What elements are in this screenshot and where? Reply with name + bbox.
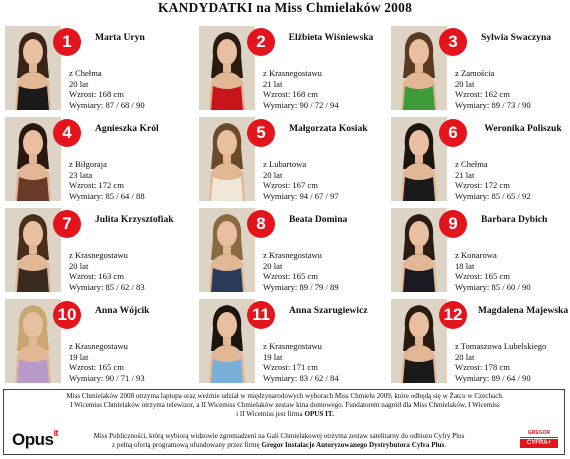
- opus-logo-text: Opus: [12, 430, 54, 449]
- candidate-from: z Biłgoraja: [69, 159, 107, 169]
- candidate-from: z Krasnegostawu: [263, 250, 322, 260]
- candidate-age: 20 lat: [455, 78, 475, 89]
- sponsor-name: OPUS IT.: [304, 410, 334, 418]
- candidate-info: [69, 250, 189, 292]
- prizes-line: Miss Chmielaków 2008 otrzyma laptopa oraz weźmie udział w międzynarodowych wyborach Miss Chmielu 2009, które odbędą się w Żatcu w Czechach.: [66, 392, 504, 400]
- candidate-card: [3, 206, 191, 297]
- candidate-age: 20 lat: [263, 260, 283, 271]
- candidate-name: Magdalena Majewska: [477, 305, 569, 316]
- candidate-name: Agnieszka Król: [95, 123, 159, 134]
- candidate-info: [455, 159, 570, 201]
- candidate-height: Wzrost: 168 cm: [263, 89, 318, 100]
- candidate-number-badge: 4: [53, 119, 81, 147]
- candidate-name: Barbara Dybich: [481, 214, 548, 225]
- candidate-name: Marta Uryn: [95, 32, 145, 43]
- candidate-card: [389, 24, 570, 115]
- candidate-card: [197, 24, 385, 115]
- candidate-height: Wzrost: 172 cm: [69, 180, 124, 191]
- candidate-from: z Zamościa: [455, 68, 495, 78]
- candidate-measures: Wymiary: 83 / 62 / 84: [263, 372, 339, 383]
- candidate-measures: Wymiary: 85 / 64 / 88: [69, 190, 145, 201]
- candidate-info: [69, 68, 189, 110]
- prizes-footer: [3, 389, 565, 455]
- candidate-from: z Tomaszowa Lubelskiego: [455, 341, 547, 351]
- candidate-measures: Wymiary: 94 / 67 / 97: [263, 190, 339, 201]
- candidate-info: [455, 68, 570, 110]
- candidate-height: Wzrost: 162 cm: [455, 89, 510, 100]
- candidate-height: Wzrost: 168 cm: [69, 89, 124, 100]
- candidate-card: [197, 297, 385, 388]
- opus-it-logo: [12, 430, 58, 450]
- candidate-card: [389, 115, 570, 206]
- candidate-height: Wzrost: 165 cm: [263, 271, 318, 282]
- candidate-age: 19 lat: [263, 351, 283, 362]
- candidate-card: [197, 115, 385, 206]
- opus-logo-it: it: [53, 428, 58, 438]
- candidate-number-badge: 11: [247, 301, 275, 329]
- candidate-age: 19 lat: [69, 351, 89, 362]
- candidate-measures: Wymiary: 89 / 79 / 89: [263, 281, 339, 292]
- candidate-age: 23 lata: [69, 169, 93, 180]
- candidate-number-badge: 6: [439, 119, 467, 147]
- candidate-info: [263, 250, 383, 292]
- candidate-number-badge: 12: [439, 301, 467, 329]
- candidate-number-badge: 9: [439, 210, 467, 238]
- candidate-height: Wzrost: 165 cm: [455, 271, 510, 282]
- candidate-info: [263, 341, 383, 383]
- gregor-logo-text: GREGOR: [520, 430, 558, 438]
- candidate-info: [263, 159, 383, 201]
- candidate-from: z Krasnegostawu: [69, 250, 128, 260]
- candidate-height: Wzrost: 163 cm: [69, 271, 124, 282]
- candidate-info: [69, 159, 189, 201]
- candidate-number-badge: 2: [247, 28, 275, 56]
- candidate-number-badge: 7: [53, 210, 81, 238]
- candidate-card: [3, 297, 191, 388]
- gregor-cyfra-logo: [520, 430, 558, 450]
- sponsor-name-gregor: Gregor Instalacje Autoryzowanego Dystrybutora Cyfra Plus: [261, 441, 445, 449]
- candidate-age: 21 lat: [263, 78, 283, 89]
- candidate-from: z Krasnegostawu: [69, 341, 128, 351]
- candidate-measures: Wymiary: 89 / 64 / 90: [455, 372, 531, 383]
- candidate-info: [455, 250, 570, 292]
- candidate-card: [3, 115, 191, 206]
- candidate-measures: Wymiary: 87 / 68 / 90: [69, 99, 145, 110]
- candidate-measures: Wymiary: 90 / 72 / 94: [263, 99, 339, 110]
- candidate-info: [455, 341, 570, 383]
- candidate-height: Wzrost: 165 cm: [69, 362, 124, 373]
- candidate-age: 20 lat: [263, 169, 283, 180]
- candidate-height: Wzrost: 167 cm: [263, 180, 318, 191]
- audience-line: [64, 441, 494, 450]
- candidate-from: z Chełma: [69, 68, 102, 78]
- candidate-name: Elżbieta Wiśniewska: [288, 32, 374, 43]
- candidate-height: Wzrost: 172 cm: [455, 180, 510, 191]
- page-title: KANDYDATKI na Miss Chmielaków 2008: [157, 0, 413, 15]
- candidate-name: Anna Szarugiewicz: [289, 305, 368, 316]
- candidate-name: Julita Krzysztofiak: [95, 214, 174, 225]
- audience-prize-text: [64, 432, 494, 450]
- candidate-from: z Chełma: [455, 159, 488, 169]
- candidate-from: z Krasnegostawu: [263, 341, 322, 351]
- candidate-measures: Wymiary: 85 / 62 / 83: [69, 281, 145, 292]
- prizes-line: I Wicemiss Chmielaków otrzyma telewizor, a II Wicemiss Chmielaków zestaw kina domowego. Fundatorem nagród dla Miss Chmielaków, I Wicemiss: [70, 401, 500, 409]
- candidate-number-badge: 1: [53, 28, 81, 56]
- candidate-number-badge: 8: [247, 210, 275, 238]
- candidate-card: [389, 206, 570, 297]
- prizes-line: [4, 410, 566, 419]
- candidate-from: z Krasnegostawu: [263, 68, 322, 78]
- candidate-measures: Wymiary: 90 / 71 / 93: [69, 372, 145, 383]
- candidate-age: 18 lat: [455, 260, 475, 271]
- candidate-age: 21 lat: [455, 169, 475, 180]
- candidate-name: Anna Wójcik: [95, 305, 150, 316]
- audience-line-part: z pełną ofertą programową ufundowany przez firmę: [111, 441, 262, 449]
- prizes-line-part: i II Wicemiss jest firma: [236, 410, 305, 418]
- candidate-card: [197, 206, 385, 297]
- candidate-number-badge: 3: [439, 28, 467, 56]
- cyfra-logo-text: CYFRA+: [520, 439, 558, 448]
- candidate-measures: Wymiary: 85 / 65 / 92: [455, 190, 531, 201]
- candidate-from: z Konarowa: [455, 250, 497, 260]
- candidate-name: Sylwia Swaczyna: [481, 32, 552, 43]
- candidate-height: Wzrost: 178 cm: [455, 362, 510, 373]
- candidate-name: Małgorzata Kosiak: [289, 123, 368, 134]
- candidate-name: Beata Domina: [289, 214, 348, 225]
- candidate-info: [263, 68, 383, 110]
- candidate-card: [389, 297, 570, 388]
- candidate-height: Wzrost: 171 cm: [263, 362, 318, 373]
- candidate-measures: Wymiary: 89 / 73 / 90: [455, 99, 531, 110]
- candidate-age: 20 lat: [455, 351, 475, 362]
- candidates-grid: [3, 24, 567, 388]
- candidate-card: [3, 24, 191, 115]
- candidate-name: Weronika Poliszuk: [484, 123, 562, 134]
- candidate-number-badge: 5: [247, 119, 275, 147]
- candidate-info: [69, 341, 189, 383]
- prizes-text: [4, 392, 566, 419]
- candidate-age: 20 lat: [69, 260, 89, 271]
- candidate-from: z Lubartowa: [263, 159, 307, 169]
- audience-line-end: .: [444, 441, 447, 449]
- candidate-measures: Wymiary: 85 / 60 / 90: [455, 281, 531, 292]
- candidate-age: 20 lat: [69, 78, 89, 89]
- audience-line: Miss Publiczności, którą wybiorą widzowie zgromadzeni na Gali Chmielakowej otrzyma zestaw satelitarny do odbioru Cyfry Plus: [93, 432, 465, 440]
- candidate-number-badge: 10: [53, 301, 81, 329]
